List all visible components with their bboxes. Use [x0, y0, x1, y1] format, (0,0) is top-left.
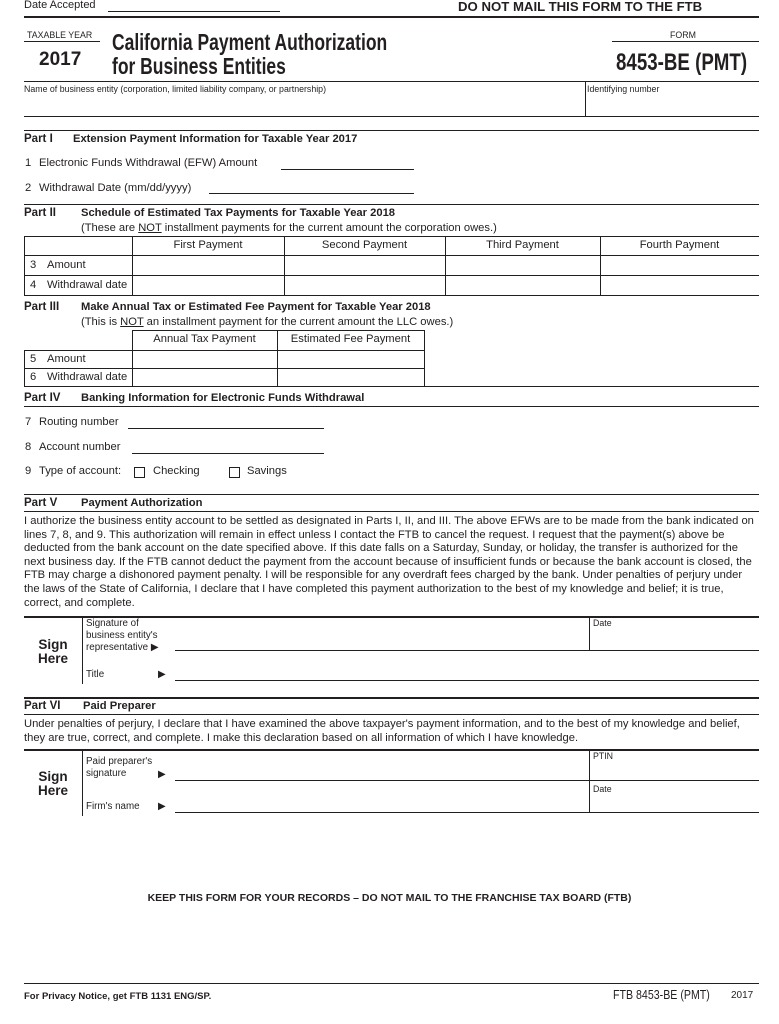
first-payment-amount-cell[interactable]	[133, 256, 284, 275]
part3-col-rule	[24, 350, 25, 386]
line1-number: 1	[25, 157, 32, 169]
part2-table-bottom	[24, 295, 759, 296]
part6-rule	[24, 697, 759, 699]
firm-name-label: Firm's name	[86, 801, 140, 812]
taxable-year-rule	[24, 41, 100, 42]
part2-col-first: First Payment	[173, 239, 243, 251]
part2-col-rule	[24, 236, 25, 296]
part3-table-top	[132, 330, 424, 331]
preparer-date-field[interactable]	[591, 795, 757, 811]
part5-label: Part V	[24, 497, 58, 509]
form-title-line1: California Payment Authorization	[112, 29, 388, 55]
checking-checkbox[interactable]	[134, 467, 145, 478]
form-label: FORM	[670, 30, 696, 40]
identifying-number-label: Identifying number	[587, 84, 660, 94]
routing-number-field[interactable]	[128, 428, 324, 429]
header-bottom-rule	[24, 81, 759, 82]
paid-preparer-text: Under penalties of perjury, I declare that I have examined the above taxpayer's payment information, and to the best of my knowledge and belief, they are true, correct, and complete. I make this declaration based on all information of which I have knowledge.	[24, 718, 740, 744]
part3-col-annual-tax: Annual Tax Payment	[153, 333, 256, 345]
entity-name-field[interactable]	[24, 96, 584, 116]
preparer-signature-field[interactable]	[175, 780, 589, 781]
keep-records-notice: KEEP THIS FORM FOR YOUR RECORDS – DO NOT MAIL TO THE FRANCHISE TAX BOARD (FTB)	[147, 892, 632, 904]
ptin-field[interactable]	[591, 762, 757, 780]
fourth-payment-date-cell[interactable]	[601, 276, 759, 295]
date-label-1: Date	[593, 618, 612, 628]
line6-label: Withdrawal date	[47, 371, 128, 383]
part3-col-estimated-fee: Estimated Fee Payment	[290, 333, 411, 345]
title-label: Title	[86, 669, 105, 680]
do-not-mail-notice: DO NOT MAIL THIS FORM TO THE FTB	[458, 0, 703, 14]
footer-rule	[24, 983, 759, 984]
line3-number: 3	[30, 259, 37, 271]
preparer-arrow-icon: ▶	[158, 769, 166, 780]
line7-number: 7	[25, 416, 32, 428]
date-accepted-label: Date Accepted	[24, 0, 96, 11]
part2-table-top	[24, 236, 759, 237]
annual-tax-date-cell[interactable]	[133, 369, 277, 386]
estimated-fee-amount-cell[interactable]	[278, 351, 424, 368]
efw-amount-field[interactable]	[281, 169, 414, 170]
footer-form-id: FTB 8453-BE (PMT)	[613, 988, 710, 1002]
part5-title: Payment Authorization	[81, 497, 203, 509]
account-number-field[interactable]	[132, 453, 324, 454]
estimated-fee-date-cell[interactable]	[278, 369, 424, 386]
withdrawal-date-field[interactable]	[209, 193, 414, 194]
payment-authorization-text: I authorize the business entity account to be settled as designated in Parts I, II, and III. The above EFWs are to be made from the bank indicated on lines 7, 8, and 9. This authorization will remain in effect unless I contact the FTB to cancel the request. I request that the payment(s) above be deducted from the bank account on the date specified above. If this date falls on a Saturday, Sunday, or holiday, the transfer is authorized for the next business day. If the FTB cannot deduct the payment from the account because of insufficient funds or because the bank account is closed, the FTB may charge a dishonored payment penalty. I will be responsible for any overdraft fees charged by the bank. Under penalties of perjury under the laws of the State of California, I declare that I have completed this payment authorization to the best of my knowledge and belief; it is true, correct, and complete.	[24, 515, 754, 609]
taxable-year-label: TAXABLE YEAR	[27, 30, 93, 40]
representative-signature-field[interactable]	[175, 650, 589, 651]
part5-rule	[24, 494, 759, 495]
part4-label: Part IV	[24, 392, 61, 404]
title-arrow-icon: ▶	[158, 669, 166, 680]
part6-title: Paid Preparer	[83, 700, 156, 712]
part4-title-rule	[24, 406, 759, 407]
date-label-2: Date	[593, 784, 612, 794]
date-accepted-field[interactable]	[108, 11, 280, 12]
taxable-year-value: 2017	[39, 49, 82, 70]
form-label-rule	[612, 41, 759, 42]
fourth-payment-amount-cell[interactable]	[601, 256, 759, 275]
line4-label: Withdrawal date	[47, 279, 128, 291]
entity-name-label: Name of business entity (corporation, limited liability company, or partnership)	[24, 84, 326, 94]
entity-id-divider	[585, 82, 586, 116]
entity-row-bottom-rule	[24, 116, 759, 117]
part3-table-bottom	[24, 386, 759, 387]
third-payment-date-cell[interactable]	[446, 276, 600, 295]
part5-title-rule	[24, 511, 759, 512]
part1-rule	[24, 130, 759, 131]
line9-label: Type of account:	[39, 465, 122, 477]
sign-here-2: Sign Here	[37, 769, 69, 798]
savings-label: Savings	[247, 465, 287, 477]
part2-title: Schedule of Estimated Tax Payments for Taxable Year 2018	[81, 207, 396, 219]
line2-label: Withdrawal Date (mm/dd/yyyy)	[39, 182, 192, 194]
date-bottom-rule	[589, 650, 759, 651]
part2-col-second: Second Payment	[321, 239, 408, 251]
part3-label: Part III	[24, 301, 60, 313]
ptin-date-divider	[589, 751, 590, 812]
ptin-bottom-rule	[589, 780, 759, 781]
first-payment-date-cell[interactable]	[133, 276, 284, 295]
line2-number: 2	[25, 182, 32, 194]
line8-label: Account number	[39, 441, 121, 453]
signature-date-field[interactable]	[591, 630, 757, 649]
preparer-signature-label: Paid preparer's signature	[86, 756, 153, 779]
privacy-notice: For Privacy Notice, get FTB 1131 ENG/SP.	[24, 991, 212, 1002]
part1-title: Extension Payment Information for Taxable Year 2017	[73, 133, 358, 145]
line1-label: Electronic Funds Withdrawal (EFW) Amount	[39, 157, 258, 169]
form-title-line2: for Business Entities	[112, 53, 286, 79]
form-number: 8453-BE (PMT)	[616, 49, 748, 76]
part2-label: Part II	[24, 207, 56, 219]
part3-note: (This is NOT an installment payment for the current amount the LLC owes.)	[81, 316, 454, 328]
line3-label: Amount	[47, 259, 86, 271]
second-payment-date-cell[interactable]	[285, 276, 445, 295]
line4-number: 4	[30, 279, 37, 291]
second-payment-amount-cell[interactable]	[285, 256, 445, 275]
third-payment-amount-cell[interactable]	[446, 256, 600, 275]
part3-col-rule	[424, 330, 425, 386]
sign2-top-rule	[24, 749, 759, 751]
part2-col-fourth: Fourth Payment	[639, 239, 720, 251]
line8-number: 8	[25, 441, 32, 453]
signature-label: Signature of business entity's representative ▶	[86, 618, 159, 653]
sign2-divider	[82, 751, 83, 816]
part3-title: Make Annual Tax or Estimated Fee Payment for Taxable Year 2018	[81, 301, 431, 313]
ptin-label: PTIN	[593, 751, 614, 761]
top-rule	[24, 16, 759, 18]
line7-label: Routing number	[39, 416, 119, 428]
title-field[interactable]	[175, 680, 759, 681]
part6-title-rule	[24, 714, 759, 715]
line9-number: 9	[25, 465, 32, 477]
identifying-number-field[interactable]	[587, 96, 757, 116]
part1-label: Part I	[24, 133, 53, 145]
part2-note: (These are NOT installment payments for the current amount the corporation owes.)	[81, 222, 497, 234]
checking-label: Checking	[153, 465, 200, 477]
part2-rule	[24, 204, 759, 205]
line5-label: Amount	[47, 353, 86, 365]
firm-name-field[interactable]	[175, 812, 759, 813]
sign-here-1: Sign Here	[37, 637, 69, 666]
line5-number: 5	[30, 353, 37, 365]
part6-label: Part VI	[24, 700, 61, 712]
line6-number: 6	[30, 371, 37, 383]
savings-checkbox[interactable]	[229, 467, 240, 478]
sign1-divider	[82, 618, 83, 684]
part2-col-third: Third Payment	[486, 239, 559, 251]
firm-arrow-icon: ▶	[158, 801, 166, 812]
part4-title: Banking Information for Electronic Funds Withdrawal	[81, 392, 365, 404]
footer-year: 2017	[731, 990, 754, 1001]
annual-tax-amount-cell[interactable]	[133, 351, 277, 368]
date-divider	[589, 618, 590, 651]
